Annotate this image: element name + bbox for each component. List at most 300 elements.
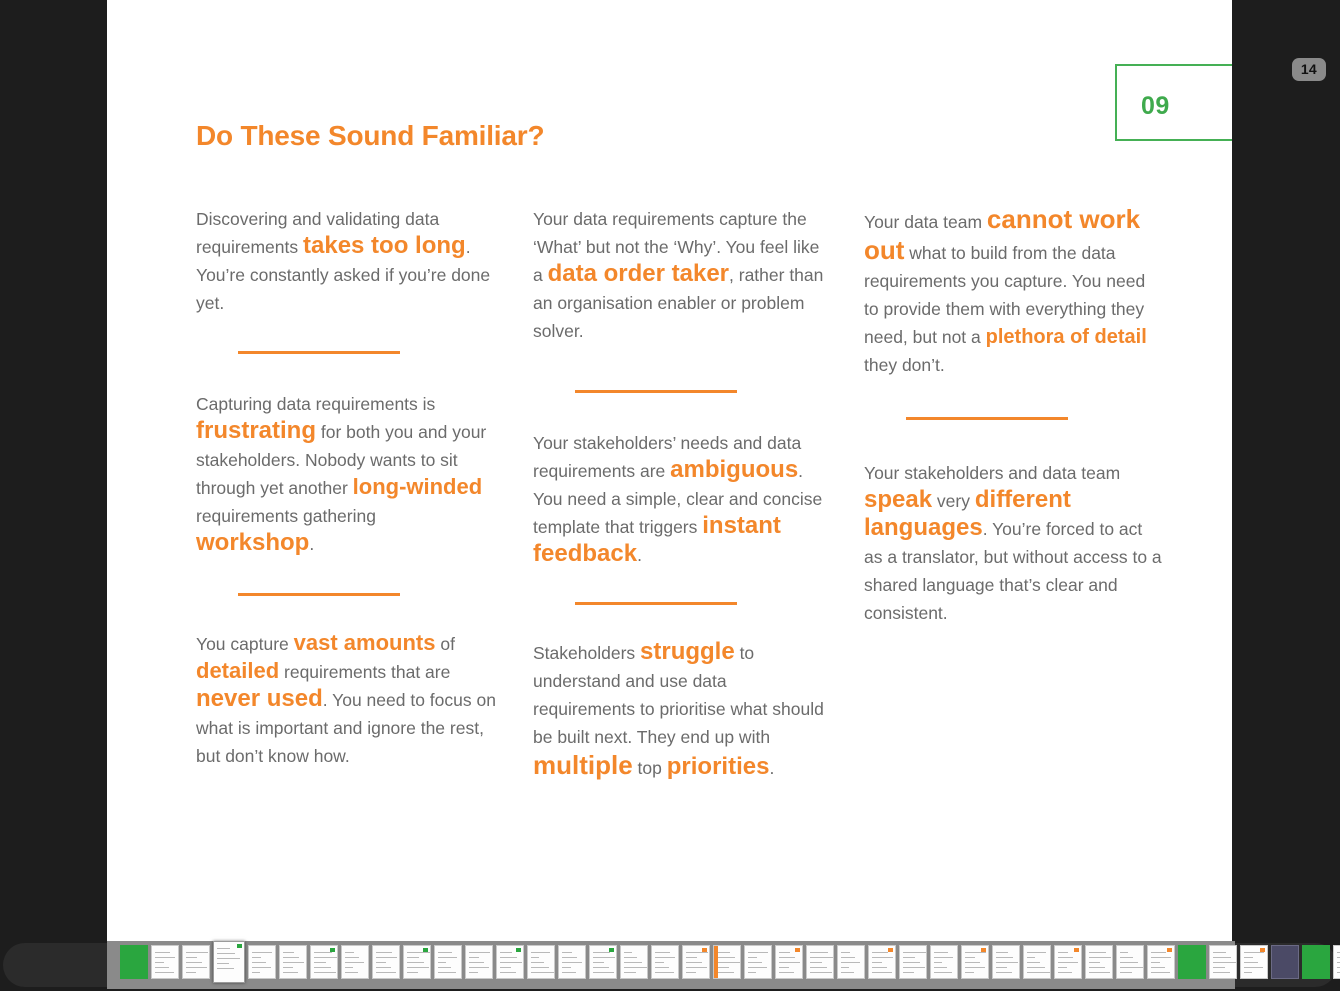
thumbnail[interactable] bbox=[682, 945, 710, 979]
thumbnail[interactable] bbox=[558, 945, 586, 979]
thumbnail-line bbox=[1120, 962, 1138, 963]
thumbnail-line bbox=[1244, 972, 1252, 973]
thumbnail-line bbox=[934, 967, 947, 968]
body-text: to understand and use data requirements to prioritise what should be built next. They end up with bbox=[533, 643, 824, 747]
body-text: requirements gathering bbox=[196, 506, 376, 526]
thumbnail-line bbox=[779, 952, 790, 953]
thumbnail-line bbox=[1120, 972, 1132, 973]
thumbnail-line bbox=[376, 967, 391, 968]
thumbnail[interactable] bbox=[151, 945, 179, 979]
thumbnail[interactable] bbox=[279, 945, 307, 979]
highlight-phrase: priorities bbox=[666, 753, 770, 780]
thumbnail-line bbox=[810, 972, 832, 973]
emphasis-term: What bbox=[536, 237, 578, 257]
thumbnail[interactable] bbox=[403, 945, 431, 979]
thumbnail-line bbox=[841, 972, 854, 973]
body-text: they don’t. bbox=[864, 355, 945, 375]
thumbnail-line bbox=[779, 962, 800, 963]
thumbnail-line bbox=[252, 952, 272, 953]
thumbnail-line bbox=[186, 957, 197, 958]
thumbnail-tag bbox=[237, 944, 242, 948]
thumbnail-tag bbox=[609, 948, 614, 952]
thumbnail[interactable] bbox=[1271, 945, 1299, 979]
thumbnail-line bbox=[903, 952, 926, 953]
thumbnail[interactable] bbox=[527, 945, 555, 979]
thumbnail-accent-bar bbox=[714, 946, 718, 978]
body-text: You capture bbox=[196, 634, 294, 654]
thumbnail-line bbox=[155, 962, 164, 963]
thumbnail-line bbox=[748, 967, 767, 968]
thumbnail-line bbox=[217, 963, 229, 964]
text-block-frustrating-workshop bbox=[196, 390, 496, 558]
body-text: Stakeholders bbox=[533, 643, 641, 663]
thumbnail[interactable] bbox=[182, 945, 210, 979]
body-text: . bbox=[309, 534, 315, 554]
content-column-2 bbox=[533, 205, 833, 782]
thumbnail-line bbox=[1213, 952, 1226, 953]
body-text: Your stakeholders’ needs and data requirements are bbox=[533, 433, 802, 481]
thumbnail-line bbox=[217, 948, 230, 949]
text-block-data-order-taker bbox=[533, 205, 833, 345]
thumbnail-line bbox=[1027, 957, 1035, 958]
thumbnail-line bbox=[624, 962, 642, 963]
thumbnail-line bbox=[314, 957, 337, 958]
body-text: for both you and your stakeholders. Nobody wants to sit through yet another bbox=[196, 422, 487, 498]
body-text: . You need to focus on what is important and ignore the rest, but don’t know how. bbox=[196, 690, 496, 766]
thumbnail-line bbox=[965, 952, 986, 953]
thumbnail-line bbox=[376, 952, 392, 953]
thumbnail-tag bbox=[795, 948, 800, 952]
thumbnail-line bbox=[1337, 967, 1340, 968]
thumbnail-line bbox=[562, 967, 571, 968]
thumbnail-line bbox=[1089, 962, 1100, 963]
thumbnail-line bbox=[1213, 972, 1230, 973]
body-text: Your data team bbox=[864, 212, 987, 232]
thumbnail-tag bbox=[423, 948, 428, 952]
slide-canvas[interactable] bbox=[107, 0, 1232, 941]
thumbnail-tag bbox=[888, 948, 893, 952]
thumbnail-line bbox=[376, 972, 396, 973]
thumbnail-line bbox=[345, 952, 354, 953]
thumbnail-line bbox=[965, 967, 985, 968]
thumbnail-line bbox=[252, 967, 271, 968]
thumbnail[interactable] bbox=[120, 945, 148, 979]
thumbnail-line bbox=[438, 952, 452, 953]
thumbnail[interactable] bbox=[713, 945, 741, 979]
highlight-phrase: instant feedback bbox=[533, 512, 781, 567]
thumbnail-line bbox=[1089, 952, 1106, 953]
thumbnail-line bbox=[996, 952, 1008, 953]
body-text: . You need a simple, clear and concise template that triggers bbox=[533, 461, 823, 537]
thumbnail-line bbox=[1027, 967, 1045, 968]
thumbnail-line bbox=[1337, 962, 1340, 963]
thumbnail-line bbox=[407, 962, 424, 963]
thumbnail-line bbox=[1120, 952, 1128, 953]
thumbnail-line bbox=[155, 972, 174, 973]
thumbnail-line bbox=[872, 957, 893, 958]
thumbnail-line bbox=[717, 952, 730, 953]
thumbnail-line bbox=[903, 967, 925, 968]
thumbnail-line bbox=[593, 967, 609, 968]
thumbnail[interactable] bbox=[465, 945, 493, 979]
thumbnail-line bbox=[717, 962, 740, 963]
thumbnail-line bbox=[469, 952, 490, 953]
highlight-phrase: cannot work out bbox=[864, 204, 1141, 265]
thumbnail-line bbox=[186, 952, 208, 953]
thumbnail[interactable] bbox=[1333, 945, 1340, 979]
thumbnail-line bbox=[872, 952, 888, 953]
thumbnail-line bbox=[1058, 972, 1072, 973]
body-text: , rather than an organisation enabler or problem solver. bbox=[533, 265, 824, 341]
thumbnail-line bbox=[903, 957, 915, 958]
thumbnail-line bbox=[469, 967, 489, 968]
highlight-phrase: different languages bbox=[864, 486, 1071, 541]
thumbnail-line bbox=[624, 967, 647, 968]
content-column-3 bbox=[864, 205, 1164, 627]
thumbnail-line bbox=[314, 952, 332, 953]
thumbnail-line bbox=[810, 967, 827, 968]
thumbnail-line bbox=[903, 972, 914, 973]
thumbnail[interactable] bbox=[930, 945, 958, 979]
text-block-different-languages bbox=[864, 459, 1164, 627]
thumbnail-line bbox=[841, 967, 849, 968]
text-block-cannot-work-out bbox=[864, 205, 1164, 379]
spacer bbox=[196, 354, 496, 390]
thumbnail-line bbox=[314, 972, 336, 973]
thumbnail[interactable] bbox=[248, 945, 276, 979]
thumbnail[interactable] bbox=[961, 945, 989, 979]
thumbnail-active[interactable] bbox=[213, 941, 245, 983]
thumbnail-line bbox=[438, 972, 456, 973]
thumbnail-line bbox=[1213, 967, 1225, 968]
spacer bbox=[196, 317, 496, 351]
thumbnail[interactable] bbox=[899, 945, 927, 979]
thumbnail-line bbox=[686, 972, 696, 973]
thumbnail-line bbox=[1027, 972, 1050, 973]
thumbnail-line bbox=[717, 957, 735, 958]
thumbnail-line bbox=[965, 972, 974, 973]
thumbnail[interactable] bbox=[310, 945, 338, 979]
thumbnail-line bbox=[500, 972, 516, 973]
body-text: . You’re constantly asked if you’re done yet. bbox=[196, 237, 491, 313]
thumbnail-line bbox=[252, 957, 261, 958]
thumbnail-line bbox=[655, 972, 674, 973]
thumbnail-line bbox=[1337, 972, 1340, 973]
thumbnail-tag bbox=[702, 948, 707, 952]
thumbnail-line bbox=[252, 972, 260, 973]
thumbnail[interactable] bbox=[1023, 945, 1051, 979]
highlight-phrase: struggle bbox=[640, 638, 735, 665]
thumbnail-line bbox=[217, 958, 240, 959]
page-title: Do These Sound Familiar? bbox=[196, 120, 545, 151]
thumbnail-line bbox=[1027, 952, 1046, 953]
emphasis-term: Why bbox=[677, 237, 713, 257]
thumbnail-line bbox=[748, 957, 757, 958]
spacer bbox=[196, 596, 496, 630]
thumbnail-line bbox=[872, 972, 892, 973]
thumbnail-line bbox=[996, 972, 1012, 973]
body-text: . bbox=[769, 758, 775, 778]
thumbnail-line bbox=[407, 967, 429, 968]
body-text: Discovering and validating data requirements bbox=[196, 209, 440, 257]
spacer bbox=[864, 379, 1164, 417]
thumbnail-line bbox=[810, 957, 833, 958]
thumbnail[interactable] bbox=[1209, 945, 1237, 979]
thumbnail-line bbox=[407, 952, 430, 953]
thumbnail-line bbox=[438, 957, 457, 958]
thumbnail[interactable] bbox=[1178, 945, 1206, 979]
thumbnail-line bbox=[593, 957, 615, 958]
thumbnail-line bbox=[376, 962, 386, 963]
thumbnail-line bbox=[469, 962, 484, 963]
thumbnail-line bbox=[1337, 957, 1340, 958]
thumbnail-line bbox=[155, 952, 170, 953]
thumbnail-line bbox=[1151, 962, 1160, 963]
thumbnail-line bbox=[748, 952, 768, 953]
thumbnail-line bbox=[562, 962, 582, 963]
thumbnail-line bbox=[283, 962, 304, 963]
thumbnail-line bbox=[1213, 957, 1231, 958]
thumbnail[interactable] bbox=[589, 945, 617, 979]
highlight-phrase: takes too long bbox=[303, 232, 466, 259]
highlight-phrase: ambiguous bbox=[670, 456, 799, 483]
thumbnail-line bbox=[438, 962, 446, 963]
thumbnail[interactable] bbox=[1116, 945, 1144, 979]
body-text: top bbox=[632, 758, 667, 778]
spacer bbox=[196, 558, 496, 593]
thumbnail-line bbox=[779, 957, 795, 958]
thumbnail-line bbox=[1244, 952, 1264, 953]
thumbnail-line bbox=[965, 962, 980, 963]
body-text: Your data requirements capture the ‘ bbox=[533, 209, 807, 257]
thumbnail-line bbox=[593, 952, 610, 953]
thumbnail[interactable] bbox=[620, 945, 648, 979]
body-text: very bbox=[932, 491, 975, 511]
thumbnail-line bbox=[283, 972, 298, 973]
highlight-phrase: vast amounts bbox=[293, 630, 436, 655]
thumbnail-line bbox=[593, 962, 604, 963]
thumbnail[interactable] bbox=[837, 945, 865, 979]
thumbnail-line bbox=[810, 952, 828, 953]
thumbnail-line bbox=[531, 967, 549, 968]
thumbnail-line bbox=[717, 972, 734, 973]
thumbnail-line bbox=[655, 967, 669, 968]
thumbnail-line bbox=[1089, 972, 1110, 973]
thumbnail-line bbox=[841, 962, 860, 963]
highlight-phrase: speak bbox=[864, 486, 933, 513]
text-block-struggle-multiple-priorities bbox=[533, 639, 833, 782]
thumbnail-tag bbox=[1074, 948, 1079, 952]
thumbnail-line bbox=[1120, 967, 1143, 968]
thumbnail-line bbox=[469, 957, 479, 958]
thumbnail-line bbox=[1213, 962, 1236, 963]
thumbnail-line bbox=[500, 962, 522, 963]
highlight-phrase: never used bbox=[196, 685, 323, 712]
highlight-phrase: long-winded bbox=[352, 474, 483, 499]
thumbnail-line bbox=[345, 972, 358, 973]
thumbnail-line bbox=[1058, 962, 1078, 963]
thumbnail-line bbox=[624, 972, 636, 973]
thumbnail-line bbox=[965, 957, 975, 958]
body-text: ’. You feel like a bbox=[533, 237, 820, 285]
thumbnail[interactable] bbox=[1147, 945, 1175, 979]
thumbnail-line bbox=[655, 962, 664, 963]
thumbnail-line bbox=[217, 953, 235, 954]
thumbnail-line bbox=[655, 952, 670, 953]
thumbnail-line bbox=[872, 962, 882, 963]
body-text: Capturing data requirements is bbox=[196, 394, 436, 414]
thumbnail-line bbox=[934, 952, 948, 953]
thumbnail-line bbox=[500, 967, 511, 968]
thumbnail-line bbox=[531, 972, 554, 973]
thumbnail-line bbox=[1089, 967, 1105, 968]
thumbnail-line bbox=[252, 962, 266, 963]
spacer bbox=[533, 393, 833, 429]
thumbnail-line bbox=[903, 962, 920, 963]
thumbnail-line bbox=[810, 962, 822, 963]
slide-thumbnail-filmstrip[interactable] bbox=[0, 941, 1340, 991]
thumbnail[interactable] bbox=[434, 945, 462, 979]
thumbnail-line bbox=[686, 967, 707, 968]
thumbnail-line bbox=[996, 962, 1018, 963]
thumbnail-line bbox=[1089, 957, 1111, 958]
thumbnail-line bbox=[217, 968, 234, 969]
thumbnail-line bbox=[717, 967, 729, 968]
body-text: of bbox=[435, 634, 455, 654]
thumbnail-line bbox=[934, 962, 942, 963]
thumbnail-line bbox=[748, 962, 762, 963]
thumbnail-line bbox=[934, 957, 953, 958]
thumbnail-line bbox=[996, 967, 1007, 968]
thumbnail-tag bbox=[1260, 948, 1265, 952]
thumbnail-tag bbox=[516, 948, 521, 952]
thumbnail[interactable] bbox=[496, 945, 524, 979]
thumbnail-line bbox=[314, 967, 331, 968]
thumbnail-line bbox=[155, 967, 169, 968]
highlight-phrase: frustrating bbox=[196, 417, 316, 444]
thumbnail-line bbox=[438, 967, 451, 968]
thumbnail-line bbox=[655, 957, 675, 958]
slide-number-box bbox=[1115, 64, 1232, 141]
thumbnail-line bbox=[1058, 967, 1067, 968]
thumbnail-line bbox=[1337, 952, 1340, 953]
text-block-never-used bbox=[196, 630, 496, 770]
thumbnail-line bbox=[934, 972, 952, 973]
thumbnail[interactable] bbox=[341, 945, 369, 979]
thumbnail-line bbox=[1244, 967, 1263, 968]
highlight-phrase: workshop bbox=[196, 529, 310, 556]
text-block-ambiguous-instant-feedback bbox=[533, 429, 833, 569]
thumbnail-line bbox=[779, 967, 789, 968]
thumbnail[interactable] bbox=[1240, 945, 1268, 979]
highlight-phrase: plethora of detail bbox=[985, 326, 1147, 348]
spacer bbox=[533, 569, 833, 602]
thumbnail-line bbox=[186, 972, 196, 973]
thumbnail-line bbox=[562, 952, 572, 953]
highlight-phrase: detailed bbox=[196, 658, 280, 683]
thumbnail-line bbox=[624, 957, 637, 958]
thumbnail-line bbox=[872, 967, 887, 968]
thumbnail[interactable] bbox=[806, 945, 834, 979]
thumbnail-line bbox=[1151, 952, 1166, 953]
thumbnail[interactable] bbox=[1054, 945, 1082, 979]
body-text: . You’re forced to act as a translator, but without access to a shared language that’s clear and consistent. bbox=[864, 519, 1162, 623]
thumbnail-line bbox=[186, 967, 207, 968]
thumbnail[interactable] bbox=[775, 945, 803, 979]
slide-number-value: 09 bbox=[1141, 92, 1170, 120]
thumbnail-line bbox=[1058, 952, 1068, 953]
thumbnail-line bbox=[562, 972, 576, 973]
thumbnail-line bbox=[155, 957, 175, 958]
highlight-phrase: multiple bbox=[533, 750, 633, 780]
thumbnail-line bbox=[314, 962, 326, 963]
body-text: requirements that are bbox=[279, 662, 451, 682]
thumbnail-tag bbox=[1167, 948, 1172, 952]
thumbnail-line bbox=[531, 962, 544, 963]
text-block-takes-too-long bbox=[196, 205, 496, 317]
body-text: ’ but not the ‘ bbox=[577, 237, 678, 257]
thumbnail-line bbox=[748, 972, 756, 973]
spacer bbox=[864, 420, 1164, 459]
thumbnail-line bbox=[345, 967, 353, 968]
thumbnail-line bbox=[562, 957, 577, 958]
thumbnail-line bbox=[996, 957, 1013, 958]
thumbnail-line bbox=[686, 962, 702, 963]
thumbnail[interactable] bbox=[651, 945, 679, 979]
thumbnail-line bbox=[407, 957, 419, 958]
thumbnail-line bbox=[1120, 957, 1133, 958]
thumbnail-tag bbox=[330, 948, 335, 952]
thumbnail-line bbox=[345, 962, 364, 963]
thumbnail-line bbox=[1151, 967, 1165, 968]
thumbnail-line bbox=[1027, 962, 1040, 963]
thumbnail-line bbox=[376, 957, 397, 958]
thumbnail-line bbox=[686, 952, 708, 953]
thumbnail[interactable] bbox=[1302, 945, 1330, 979]
body-text: . bbox=[637, 545, 642, 565]
thumbnail[interactable] bbox=[868, 945, 896, 979]
highlight-phrase: data order taker bbox=[547, 260, 730, 287]
thumbnail-line bbox=[283, 957, 299, 958]
thumbnail-line bbox=[531, 957, 539, 958]
body-text: Your stakeholders and data team bbox=[864, 463, 1121, 483]
thumbnail-list[interactable] bbox=[118, 941, 1340, 991]
thumbnail-line bbox=[500, 952, 512, 953]
thumbnail-line bbox=[624, 952, 632, 953]
thumbnail-line bbox=[1058, 957, 1073, 958]
thumbnail[interactable] bbox=[744, 945, 772, 979]
thumbnail-tag bbox=[981, 948, 986, 952]
content-column-1 bbox=[196, 205, 496, 770]
thumbnail-line bbox=[1244, 962, 1258, 963]
thumbnail-line bbox=[283, 952, 294, 953]
thumbnail[interactable] bbox=[1085, 945, 1113, 979]
thumbnail-line bbox=[407, 972, 418, 973]
thumbnail-line bbox=[686, 957, 697, 958]
thumbnail-line bbox=[1151, 957, 1171, 958]
thumbnail-line bbox=[283, 967, 293, 968]
thumbnail-line bbox=[500, 957, 517, 958]
thumbnail-line bbox=[593, 972, 614, 973]
thumbnail-line bbox=[1151, 972, 1170, 973]
thumbnail[interactable] bbox=[992, 945, 1020, 979]
thumbnail[interactable] bbox=[372, 945, 400, 979]
thumbnail-line bbox=[1244, 957, 1253, 958]
thumbnail-line bbox=[531, 952, 550, 953]
body-text: what to build from the data requirements you capture. You need to provide them with everything they need, but not a bbox=[864, 243, 1146, 347]
spacer bbox=[533, 605, 833, 639]
thumbnail-line bbox=[841, 952, 850, 953]
